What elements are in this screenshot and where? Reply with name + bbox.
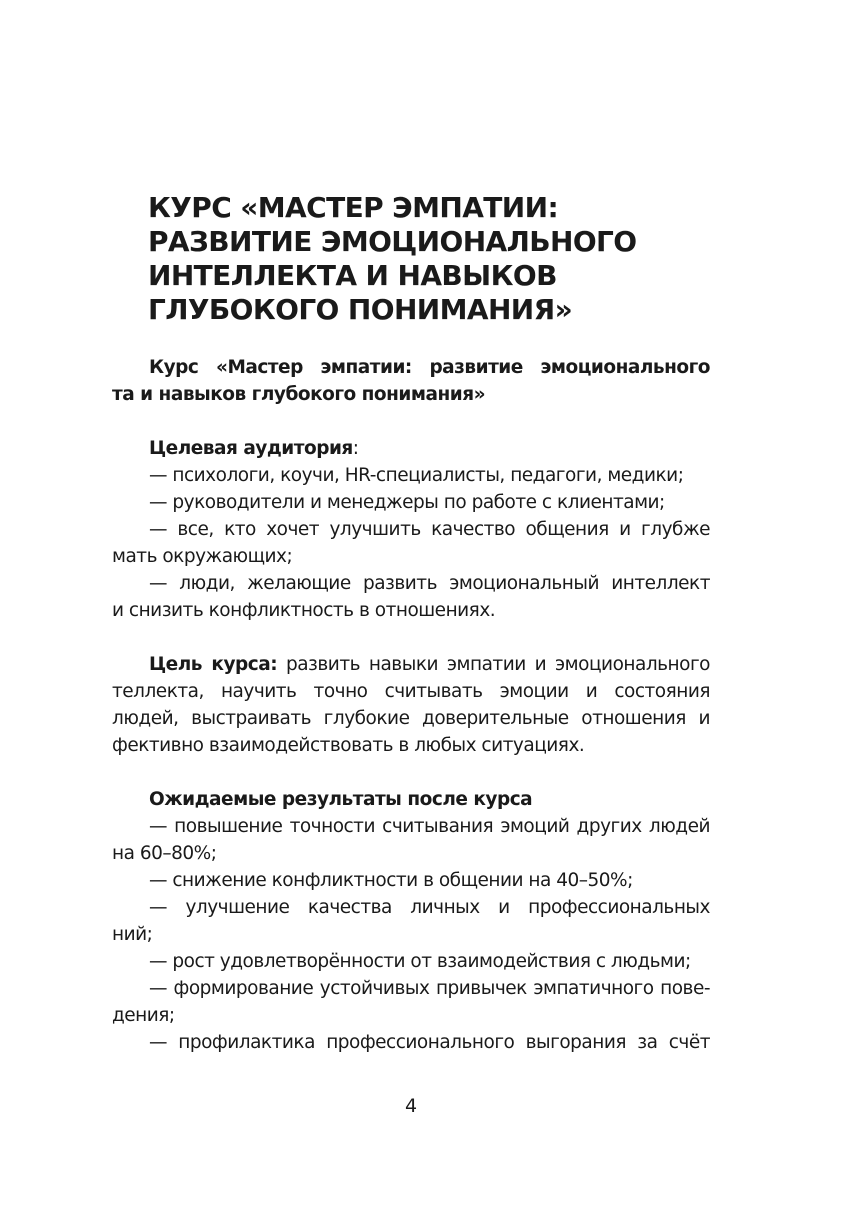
subtitle-line: та и навыков глубокого понимания»: [112, 384, 486, 405]
subtitle-line: Курс «Мастер эмпатии: развитие эмоционального: [149, 357, 710, 378]
results-section: [112, 786, 710, 1056]
results-item: — профилактика профессионального выгорания за счёт: [149, 1032, 710, 1053]
title-line: КУРС «МАСТЕР ЭМПАТИИ:: [148, 191, 559, 224]
results-item: — повышение точности считывания эмоций других людей: [149, 816, 710, 837]
audience-heading-colon: :: [352, 438, 359, 459]
results-item: — улучшение качества личных и профессиональных: [149, 897, 710, 918]
audience-item: — люди, желающие развить эмоциональный интеллект: [149, 573, 710, 594]
audience-item: — все, кто хочет улучшить качество общения и глубже: [149, 519, 710, 540]
audience-item: — психологи, коучи, HR-специалисты, педагоги, медики;: [149, 465, 684, 486]
title-line: РАЗВИТИЕ ЭМОЦИОНАЛЬНОГО: [148, 225, 637, 258]
course-subtitle: [112, 354, 710, 408]
audience-item-continuation: мать окружающих;: [112, 546, 293, 567]
results-item: — формирование устойчивых привычек эмпатичного пове-: [149, 978, 710, 999]
page-number: 4: [404, 1095, 418, 1117]
audience-item-continuation: и снизить конфликтность в отношениях.: [112, 600, 496, 621]
audience-heading: Целевая аудитория: [149, 438, 353, 459]
results-heading: Ожидаемые результаты после курса: [149, 789, 533, 810]
goal-section: [112, 651, 710, 759]
page-title: [148, 191, 636, 327]
goal-line: фективно взаимодействовать в любых ситуациях.: [112, 735, 585, 756]
results-item-continuation: дения;: [112, 1005, 175, 1026]
goal-line: теллекта, научить точно считывать эмоции и состояния: [112, 681, 710, 702]
audience-heading-line: [112, 435, 710, 462]
title-line: ГЛУБОКОГО ПОНИМАНИЯ»: [148, 293, 573, 326]
goal-first-line: [112, 651, 710, 678]
audience-item: — руководители и менеджеры по работе с клиентами;: [149, 492, 665, 513]
goal-text: развить навыки эмпатии и эмоционального: [285, 654, 710, 675]
results-item: — рост удовлетворённости от взаимодействия с людьми;: [149, 951, 691, 972]
goal-label: Цель курса:: [149, 654, 278, 675]
title-line: ИНТЕЛЛЕКТА И НАВЫКОВ: [148, 259, 557, 292]
document-page: [112, 0, 710, 1211]
goal-line: людей, выстраивать глубокие доверительные отношения и: [112, 708, 710, 729]
results-item-continuation: ний;: [112, 924, 153, 945]
results-item-continuation: на 60–80%;: [112, 843, 217, 864]
results-item: — снижение конфликтности в общении на 40–50%;: [149, 870, 633, 891]
audience-section: [112, 435, 710, 624]
